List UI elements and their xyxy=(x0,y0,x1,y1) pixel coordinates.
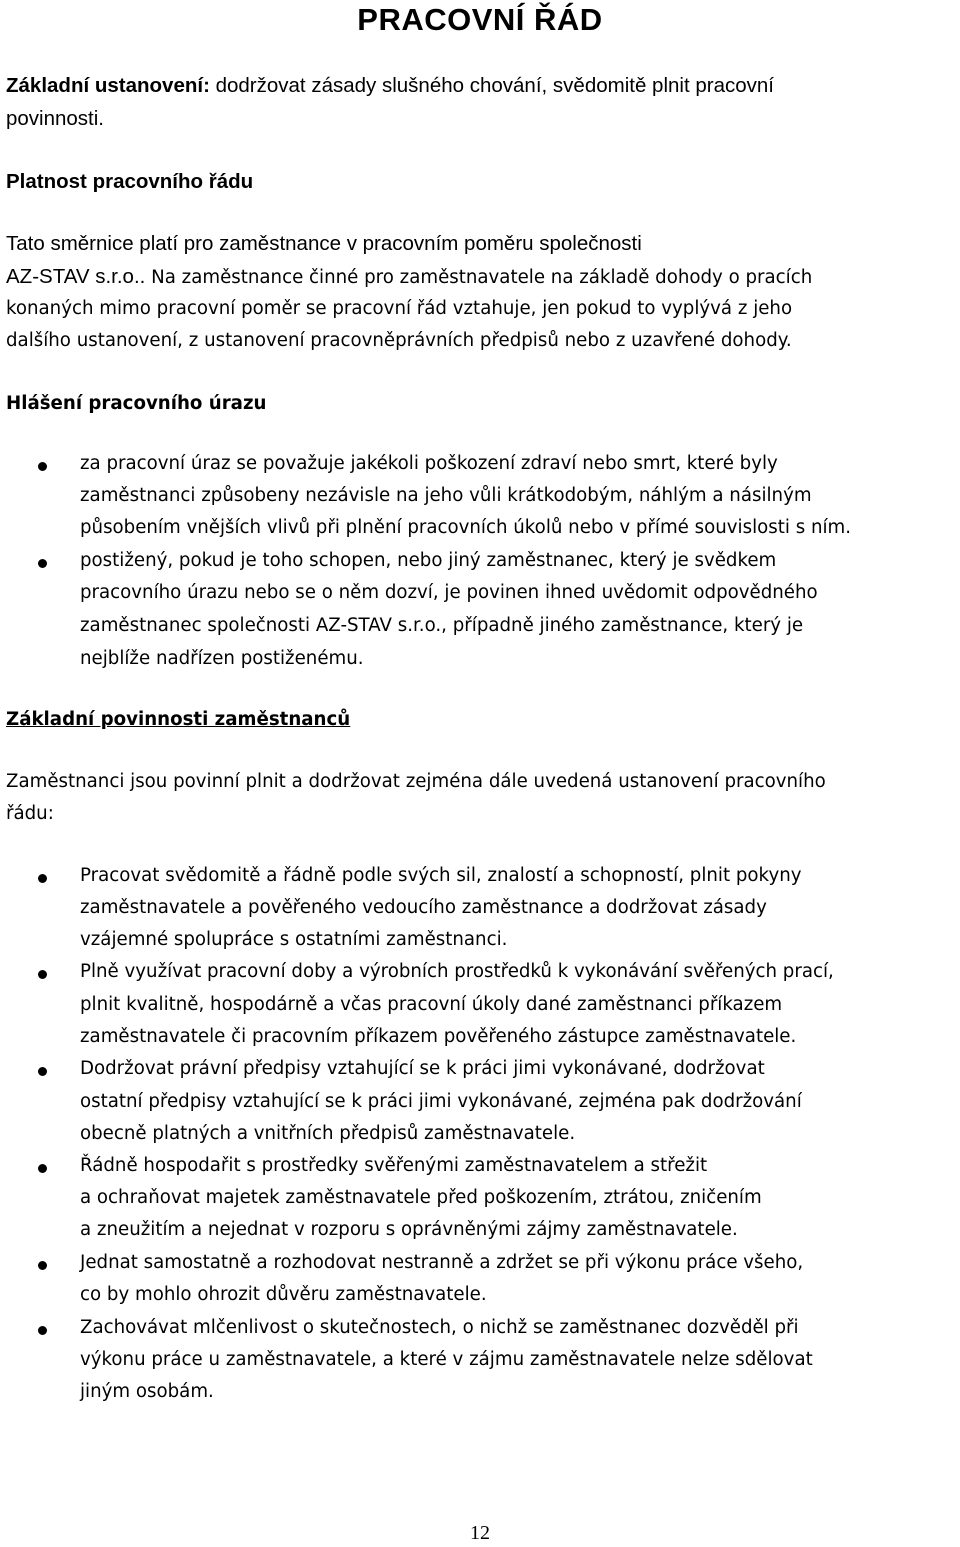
duty-6-line-1: Zachovávat mlčenlivost o skutečnostech, o nichž se zaměstnanec dozvěděl při xyxy=(80,1317,799,1338)
duty-5-line-1: Jednat samostatně a rozhodovat nestranně a zdržet se při výkonu práce všeho, xyxy=(80,1252,804,1273)
duties-heading: Základní povinnosti zaměstnanců xyxy=(6,709,351,730)
duties-intro-line-1: Zaměstnanci jsou povinní plnit a dodržovat zejména dále uvedená ustanovení pracovního xyxy=(6,771,826,792)
duty-6-line-2: výkonu práce u zaměstnavatele, a které v zájmu zaměstnavatele nelze sdělovat xyxy=(80,1349,813,1370)
injury-item-2-line-1: postižený, pokud je toho schopen, nebo jiný zaměstnanec, který je svědkem xyxy=(80,550,777,571)
injury-item-2-line-3: zaměstnanec společnosti AZ-STAV s.r.o., případně jiného zaměstnance, který je xyxy=(80,615,804,636)
intro-text: dodržovat zásady slušného chování, svědomitě plnit pracovní xyxy=(209,74,774,97)
duty-5-line-2: co by mohlo ohrozit důvěru zaměstnavatele. xyxy=(80,1284,487,1305)
page-number: 12 xyxy=(470,1522,490,1544)
duty-1-line-1: Pracovat svědomitě a řádně podle svých sil, znalostí a schopností, plnit pokyny xyxy=(80,865,802,886)
duty-4-line-3: a zneužitím a nejednat v rozporu s oprávněnými zájmy zaměstnavatele. xyxy=(80,1219,738,1240)
duty-3-line-3: obecně platných a vnitřních předpisů zaměstnavatele. xyxy=(80,1123,576,1144)
bullet-icon xyxy=(38,874,47,883)
injury-item-2-line-2: pracovního úrazu nebo se o něm dozví, je povinen ihned uvědomit odpovědného xyxy=(80,582,818,603)
bullet-icon xyxy=(38,1067,47,1076)
validity-line-4: dalšího ustanovení, z ustanovení pracovněprávních předpisů nebo z uzavřené dohody. xyxy=(6,330,792,351)
page-title: PRACOVNÍ ŘÁD xyxy=(357,2,603,37)
injury-item-1-line-2: zaměstnanci způsobeny nezávisle na jeho vůli krátkodobým, náhlým a násilným xyxy=(80,485,812,506)
duty-3-line-1: Dodržovat právní předpisy vztahující se k práci jimi vykonávané, dodržovat xyxy=(80,1058,765,1079)
company-name: AZ-STAV s.r.o.. xyxy=(6,265,146,288)
validity-heading: Platnost pracovního řádu xyxy=(6,170,254,193)
bullet-icon xyxy=(38,559,47,568)
duties-intro-line-2: řádu: xyxy=(6,803,54,824)
intro-label: Základní ustanovení: xyxy=(6,74,210,97)
intro-line-2: povinnosti. xyxy=(6,107,105,130)
validity-line-2 xyxy=(6,265,812,289)
injury-item-2-line-4: nejblíže nadřízen postiženému. xyxy=(80,648,364,669)
duty-2-line-1: Plně využívat pracovní doby a výrobních prostředků k vykonávání svěřených prací, xyxy=(80,961,834,982)
bullet-icon xyxy=(38,462,47,471)
intro-line-1 xyxy=(6,74,774,98)
bullet-icon xyxy=(38,1326,47,1335)
injury-item-1-line-1: za pracovní úraz se považuje jakékoli poškození zdraví nebo smrt, které byly xyxy=(80,453,778,474)
duty-4-line-1: Řádně hospodařit s prostředky svěřenými zaměstnavatelem a střežit xyxy=(80,1155,708,1176)
bullet-icon xyxy=(38,1164,47,1173)
bullet-icon xyxy=(38,970,47,979)
duty-4-line-2: a ochraňovat majetek zaměstnavatele před poškozením, ztrátou, zničením xyxy=(80,1187,762,1208)
duty-1-line-2: zaměstnavatele a pověřeného vedoucího zaměstnance a dodržovat zásady xyxy=(80,897,767,918)
duty-2-line-3: zaměstnavatele či pracovním příkazem pověřeného zástupce zaměstnavatele. xyxy=(80,1026,797,1047)
duty-3-line-2: ostatní předpisy vztahující se k práci jimi vykonávané, zejména pak dodržování xyxy=(80,1091,802,1112)
duty-6-line-3: jiným osobám. xyxy=(80,1381,214,1402)
injury-item-1-line-3: působením vnějších vlivů při plnění pracovních úkolů nebo v přímé souvislosti s ním. xyxy=(80,517,852,538)
validity-line-1: Tato směrnice platí pro zaměstnance v pracovním poměru společnosti xyxy=(6,232,642,255)
validity-line-3: konaných mimo pracovní poměr se pracovní řád vztahuje, jen pokud to vyplývá z jeho xyxy=(6,298,793,319)
bullet-icon xyxy=(38,1261,47,1270)
validity-line-2-text: Na zaměstnance činné pro zaměstnavatele na základě dohody o pracích xyxy=(145,267,813,288)
injury-heading: Hlášení pracovního úrazu xyxy=(6,393,267,414)
duty-2-line-2: plnit kvalitně, hospodárně a včas pracovní úkoly dané zaměstnanci příkazem xyxy=(80,994,783,1015)
duty-1-line-3: vzájemné spolupráce s ostatními zaměstnanci. xyxy=(80,929,508,950)
